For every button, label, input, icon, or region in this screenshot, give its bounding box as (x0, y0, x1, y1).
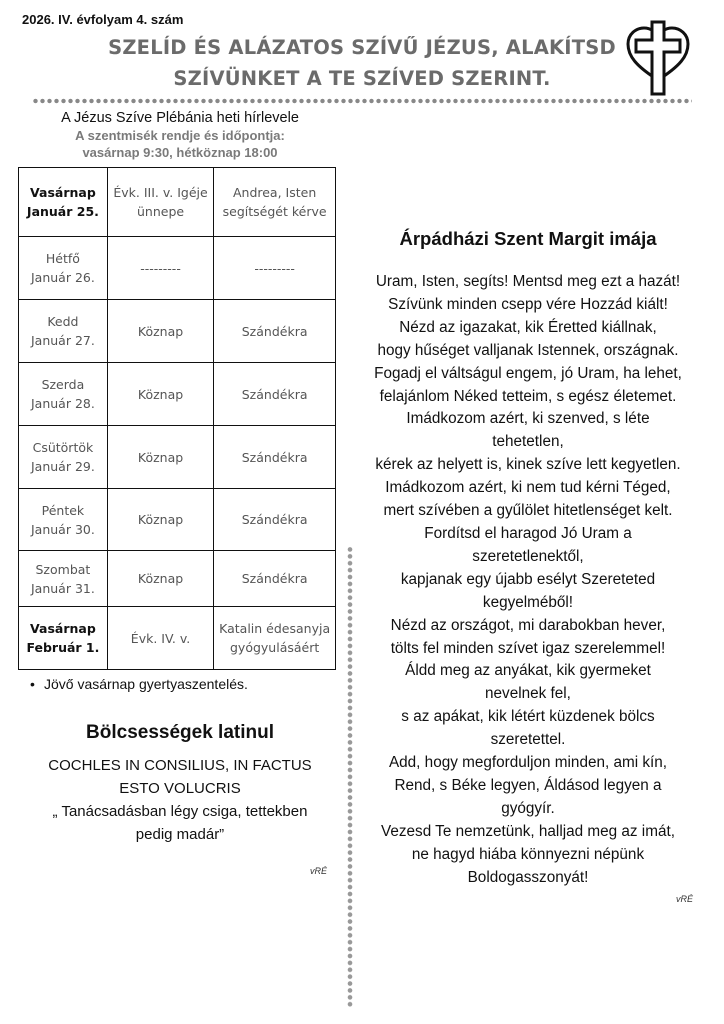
day-date: Január 25. (26, 204, 99, 219)
occasion-cell: Évk. III. v. Igéje ünnepe (107, 168, 213, 237)
table-row (19, 237, 336, 300)
day-name: Szerda (41, 377, 85, 392)
intention-cell: Andrea, Isten segítségét kérve (214, 168, 336, 237)
day-name: Csütörtök (32, 440, 94, 455)
prayer-line: kérek az helyett is, kinek szíve lett kegyetlen. (375, 456, 681, 474)
newsletter-subtitle: A Jézus Szíve Plébánia heti hírlevele (61, 110, 299, 126)
issue-label: 2026. IV. évfolyam 4. szám (22, 12, 184, 27)
headline (92, 32, 632, 94)
day-date: Január 31. (30, 580, 95, 596)
intention-cell: --------- (214, 237, 336, 300)
table-row (19, 607, 336, 670)
prayer-line: mert szívében a gyűlölet hitetlenséget kelt. (383, 502, 673, 520)
quote-translation-line: pedig madár” (135, 826, 225, 843)
prayer-line: szeretetlenektől, (472, 547, 584, 565)
prayer-line: szeretettel. (490, 731, 566, 749)
quote-translation-line: „ Tanácsadásban légy csiga, tettekben (52, 803, 308, 820)
prayer-line: gyógyír. (501, 799, 555, 817)
latin-line: COCHLES IN CONSILIUS, IN FACTUS (48, 757, 312, 774)
occasion-cell: --------- (107, 237, 213, 300)
day-date: Január 27. (30, 333, 95, 348)
day-cell (19, 168, 108, 237)
prayer-line: Nézd az igazakat, kik Éretted kiállnak, (399, 318, 657, 336)
day-cell (19, 426, 108, 489)
prayer-line: tölts fel minden szívet igaz szerelemmel! (390, 639, 666, 657)
day-name: Szombat (35, 561, 91, 577)
occasion-cell: Köznap (107, 489, 213, 551)
prayer-line: Fogadj el váltságul engem, jó Uram, ha lehet, (374, 364, 682, 382)
prayer-line: Imádkozom azért, ki szenved, s léte (406, 410, 650, 428)
intention-cell: Szándékra (214, 426, 336, 489)
day-name: Hétfő (45, 251, 80, 266)
intention-cell: Szándékra (214, 363, 336, 426)
table-row (19, 489, 336, 551)
mass-times: vasárnap 9:30, hétköznap 18:00 (82, 145, 278, 160)
table-row (19, 168, 336, 237)
table-row (19, 426, 336, 489)
prayer-line: nevelnek fel, (485, 685, 571, 703)
occasion-cell: Köznap (107, 363, 213, 426)
prayer-line: Imádkozom azért, ki nem tud kérni Téged, (385, 479, 671, 497)
prayer-line: Boldogasszonyát! (467, 868, 589, 886)
author-signature: vRÉ (310, 866, 328, 876)
latin-line: ESTO VOLUCRIS (119, 780, 241, 797)
dotted-divider-horizontal (32, 98, 692, 104)
prayer-line: kegyelméből! (482, 593, 574, 611)
bullet-icon: • (30, 676, 35, 692)
day-date: Február 1. (26, 640, 100, 655)
day-date: Január 28. (30, 396, 95, 411)
table-row (19, 363, 336, 426)
prayer-line: Add, hogy megforduljon minden, ami kín, (388, 754, 668, 772)
intention-cell: Szándékra (214, 551, 336, 607)
announcement-text: Jövő vasárnap gyertyaszentelés. (44, 676, 248, 692)
day-name: Vasárnap (30, 185, 96, 200)
day-date: Január 29. (30, 459, 95, 474)
prayer-line: Fordítsd el haragod Jó Uram a (424, 524, 632, 542)
day-cell (19, 607, 108, 670)
day-name: Kedd (47, 314, 79, 329)
latin-section-title: Bölcsességek latinul (86, 722, 274, 743)
prayer-line: tehetetlen, (492, 433, 564, 451)
day-cell (19, 300, 108, 363)
headline-line-2: SZÍVÜNKET A TE SZÍVED SZERINT. (173, 67, 551, 90)
prayer-line: kapjanak egy újabb esélyt Szereteted (400, 570, 656, 588)
prayer-line: Áldd meg az anyákat, kik gyermeket (405, 662, 651, 680)
prayer-line: Rend, s Béke legyen, Áldásod legyen a (394, 776, 662, 794)
prayer-text (352, 271, 704, 889)
announcement-note (30, 676, 248, 692)
occasion-cell: Köznap (107, 426, 213, 489)
day-cell (19, 237, 108, 300)
day-cell (19, 363, 108, 426)
prayer-line: hogy hűséget valljanak Istennek, országnak. (377, 341, 679, 359)
occasion-cell: Évk. IV. v. (107, 607, 213, 670)
table-row (19, 551, 336, 607)
headline-line-1: SZELÍD ÉS ALÁZATOS SZÍVŰ JÉZUS, ALAKÍTSD (108, 36, 616, 59)
day-date: Január 26. (30, 270, 95, 285)
prayer-line: s az apákat, kik létért küzdenek bölcs (401, 708, 655, 726)
prayer-title: Árpádházi Szent Margit imája (399, 228, 657, 249)
intention-cell: Szándékra (214, 300, 336, 363)
occasion-cell: Köznap (107, 300, 213, 363)
prayer-line: Vezesd Te nemzetünk, halljad meg az imát, (381, 822, 675, 840)
day-date: Január 30. (30, 521, 95, 537)
day-cell (19, 489, 108, 551)
prayer-line: Nézd az országot, mi darabokban hever, (390, 616, 666, 634)
day-cell (19, 551, 108, 607)
intention-cell: Katalin édesanyja gyógyulásáért (214, 607, 336, 670)
table-row (19, 300, 336, 363)
latin-quote (0, 754, 360, 846)
author-signature: vRÉ (676, 894, 694, 904)
prayer-line: Szívünk minden csepp vére Hozzád kiált! (388, 295, 668, 313)
sacred-heart-cross-icon (626, 20, 690, 96)
day-name: Vasárnap (30, 621, 96, 636)
occasion-cell: Köznap (107, 551, 213, 607)
prayer-line: ne hagyd hiába könnyezni népünk (411, 845, 645, 863)
mass-schedule-table (18, 167, 336, 670)
prayer-line: felajánlom Néked tetteim, s egész életemet. (379, 387, 677, 405)
prayer-line: Uram, Isten, segíts! Mentsd meg ezt a hazát! (375, 273, 681, 290)
mass-schedule-title: A szentmisék rendje és időpontja: (75, 128, 285, 143)
intention-cell: Szándékra (214, 489, 336, 551)
day-name: Péntek (41, 502, 85, 518)
